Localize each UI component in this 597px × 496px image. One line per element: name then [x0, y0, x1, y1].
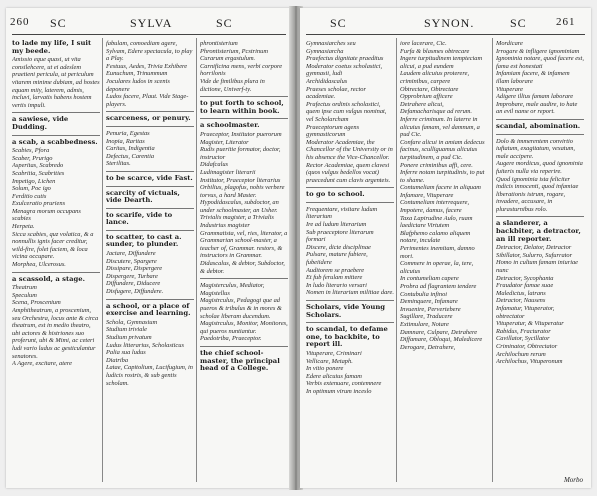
entry-synonyms: Scabies, Pfora Scaber, Prurigo Asperitas, Scabredo Scabritia, Scabrities Impetigo, Lichen Solum, Poc igo Ferditio cutis Exulceratio pruriens Menagra morum occupans scabies Herpeta. Sicca scabies, quz volatica, & a nonnullis ignis facer creditur, wild-fire, folet faciem, & loca vicina occupare. Morphea, Ulcerosus. — [12, 147, 94, 269]
dictionary-entry — [12, 116, 100, 131]
column-divider — [196, 38, 197, 482]
dictionary-entry — [106, 190, 194, 205]
text-column — [496, 40, 584, 482]
entry-synonyms: fabulam, comoediam agere, Sylvam, Edere spectacula, to play a Play. Festuus, Aedes, Trivia Exhibere Eunuchum, Trinummum Joculares ludos in scenis deponere Ludos facere, Plaut. Vide Stage-players. — [106, 40, 193, 108]
column-divider — [102, 38, 103, 482]
dictionary-entry — [496, 138, 584, 214]
entry-divider — [306, 322, 394, 323]
entry-headword: to put forth to school, to learn within book. — [200, 99, 284, 115]
entry-headword: scandal, abomination. — [496, 121, 581, 130]
dictionary-entry — [200, 100, 288, 115]
entry-headword: scarceness, or penury. — [106, 114, 191, 123]
dictionary-entry — [106, 115, 194, 123]
dictionary-entry — [106, 303, 194, 388]
entry-synonyms: Schola, Gymnasium Studium triviale Studium privatum Ludus litterarius, Scholasticus Palia sua ludus Diatriba Latae, Capitolium, Lucifugium, in ludicis rostris, & sub gentis scholam. — [106, 318, 193, 387]
entry-headword: scarcity of victuals, vide Dearth. — [106, 188, 180, 205]
dictionary-entry — [496, 123, 584, 131]
text-column — [106, 40, 194, 482]
entry-divider — [106, 230, 194, 231]
entry-divider — [106, 208, 194, 209]
dictionary-entry — [306, 206, 394, 297]
entry-divider — [200, 278, 288, 279]
entry-headword: a scassold, a stage. — [12, 274, 85, 283]
entry-headword: to be scarce, vide Fast. — [106, 173, 193, 182]
entry-divider — [306, 187, 394, 188]
dictionary-entry — [306, 304, 394, 319]
right-page-header — [300, 16, 591, 32]
entry-headword: a sawiese, vide Dudding. — [12, 115, 69, 131]
header-rule — [12, 34, 286, 35]
entry-divider — [496, 134, 584, 135]
entry-divider — [306, 202, 394, 203]
dictionary-entry — [106, 175, 194, 183]
entry-headword: a school, or a place of exercise and learning. — [106, 301, 191, 318]
dictionary-entry — [106, 130, 194, 168]
entry-synonyms: Penuria, Egestas Inopia, Raritas Caritas, Indigentia Defectus, Carentia Sterilitas. — [106, 129, 155, 168]
entry-synonyms: Mordicare Irrogare & infligere ignominiam Ignominia notare, quod facere est, fama est honestati Infamiam facere, & infamem illam laborare Vituperare Adigere illius famam laborare Improbare, male audire, to hate an evil name or report. — [496, 40, 584, 116]
left-page-header — [6, 16, 292, 32]
dictionary-entry — [12, 40, 100, 109]
running-head-right: SC — [510, 16, 527, 30]
entry-divider — [200, 118, 288, 119]
dictionary-entry — [200, 282, 288, 343]
running-head-right: SC — [216, 16, 233, 30]
entry-synonyms: iore lacerare, Cic. Furfa & blasmes obtrecare Ingere turpitudinem tempteciam alicui, a pud eundem Laudem alicuius proterere, criminibus, carpere Obtrectare, Obtrectare Opprobrium afficere Detrahere alicui, Defamacharisque ad rerum. Inferre criminum. In laterre in alicuius famam, vel damnum, a pud Cic. Confare alicui in amiam dedecus facinus, sculliguamus alicuius turpitudinem, a pud Cic. Ponere criminibus affi, cere. Inferre notam turpitudinis, to put to shame. Contumeliam facere in aliquam Infamare, Vituperare Contumeliam interrequere, Impotere, damus, facere Taxa Lapirudine Aulo, ruam laedictare Virtutem Blafphemo calamo aliquem notare, inculate Perimentes inemitam, damno mori. Commere in operae, la, tere, alicuius In contumeliam capere Probra ad flagrantem tendere Contubulia infinoi Deminquere, Infamare Invuenire, Pervertebere Sugillare, Traducere Extimulare, Notare Damnare, Culpare, Detrahere Diffamare, Obloqui, Maledicere Derogare, Detrahere, — [400, 40, 485, 351]
entry-synonyms: Theatrum Speculum Scena, Proscenium Amphitheatrum, a proscenium, seu Orchestra, locus ante & circa theatrum, est in medio theatro, ubi actores & histriones suo proferunt, ubi & Mimi, ac ceteri ludi vario ludus ac gesticulantur senatores. A Agere, excitare, atere — [12, 284, 99, 368]
entry-synonyms: Dolo & immerentem convirtio iuftatum, exagitatum, vexatum, male accipere. Augere mordicus, quod ignominia fuiteris nulla via reperire. Quod ignominia ista feliciter indicis innocenti, quod infamiae liberationis istrum, rogare, invadere, accusare, in plurasturnibus rolo. — [496, 137, 583, 213]
dictionary-entry — [306, 40, 394, 184]
entry-headword: to go to school. — [306, 190, 365, 199]
dictionary-entry — [496, 220, 584, 365]
entry-divider — [106, 111, 194, 112]
dictionary-entry — [200, 350, 288, 373]
entry-synonyms: Gymnasiarches seu Gymnasiarcha Praefectus dignitate praeditus Moderator coetus scholastici, gymnasii, ludi Archididascalus Praeses scholae, rector academiae. Prafectus ordinis scholastici, quem ipse cum vulgus nominat, vel Scholarcham Praeceptorum agens gymnasticorum Moderator Academiae, the Chancellor of the University or in his absence the Vice-Chancellor. Rector Academiae, quem clavesi (quos vulgus bedellos vocat) praecedunt cum clavis argenteis. — [306, 40, 393, 184]
entry-headword: the chief school-master, the principal head of a College. — [200, 348, 280, 373]
entry-divider — [106, 171, 194, 172]
entry-synonyms: Praeceptor, Institutor puerorum Magister, Literator Rudis pueritie formator, doctor, instructor Didafcalus Ludimagister literarii Institutor, Praeceptor literarius Orbilius, plagofus, nobis verbere torvus, a hard Master. Hypodidascalus, subdoctor, an under schoolmaster, an Usher. Trivialis magister, a Trivialis Industrius magister Grammatista, vel, ries, literator, a Grammarian school-master, a teacher of, Grammar. restors, & instructors in Grammar. Didascalus, & debtor, Subdoctor, & debtor. — [200, 130, 288, 275]
entry-synonyms: Magisterculus, Mediator, Magistellus Magistrculus, Pedagogi que ad pueros & tribulus & in mores & scholae liberam ducendum. Magistrculus, Monitor, Monitores, qui pueros nuntiantur. Paedotriba, Praeceptor. — [200, 282, 288, 343]
entry-divider — [106, 299, 194, 300]
entry-synonyms: Jactare, Diffundere Discutere, Spargere Dissipare, Dispergere Dispergere, Turbare Diffundere, Diducere Disfugere, Diffundere. — [106, 250, 164, 296]
dictionary-entry — [400, 40, 488, 351]
catchword: Morbo — [563, 476, 583, 484]
running-head-left: SC — [50, 16, 67, 30]
dictionary-entry — [106, 212, 194, 227]
entry-divider — [12, 112, 100, 113]
entry-divider — [496, 119, 584, 120]
text-column — [306, 40, 394, 482]
entry-divider — [496, 216, 584, 217]
entry-divider — [200, 96, 288, 97]
entry-synonyms: Vituperare, Criminari Vellicare, Metaph. In vitio ponere Edere alicuius famam Verbis extenuare, contemnere In optimum virum inceslo — [306, 349, 382, 395]
page-number: 261 — [556, 16, 576, 28]
dictionary-entry — [306, 191, 394, 199]
dictionary-entry — [12, 276, 100, 368]
dictionary-entry — [106, 40, 194, 108]
entry-synonyms: Amissio eque quasi, ut vita consilehcere, ut ei adeslem praetieni pericula, ut periculum vitarem minime dubiam, ad hostes equam miiy, laterem, admis, incluvi, larvatis habens hostem vertis impuli. — [12, 56, 100, 109]
entry-headword: to lade my life, I suit my beede. — [12, 40, 92, 55]
text-column — [12, 40, 100, 482]
running-head-left: SC — [330, 16, 347, 30]
running-head-center: SYNON. — [424, 16, 475, 30]
entry-headword: to scandal, to defame one, to backbite, to report ill. — [306, 325, 388, 349]
left-page — [6, 8, 292, 488]
text-column — [200, 40, 288, 482]
dictionary-entry — [12, 139, 100, 269]
dictionary-entry — [306, 326, 394, 395]
text-column — [400, 40, 488, 482]
header-rule — [306, 34, 585, 35]
entry-divider — [106, 126, 194, 127]
column-divider — [492, 38, 493, 482]
entry-synonyms: Detractor, Delator, Detractor Sibillator, Sulurro, Sufurrator Homo in cultum famam iniuriae nunc Detractor, Sycophanta Fraudator famae suae Maledictus, latrans Detractor, Nausens Infamatur, Vituperator, obtrectator Vituperatur, & Vituperatur Rabidus, Fracturator Cavillator, Sycillator Criminator, Obtrectator Archilochum rerum Archilochus, Vituperonum — [496, 244, 579, 366]
entry-synonyms: Frequentare, visitare ludum literarium Ire ad ludum literarium Sub praeceptore literarum formari Discere, dicte disciplinae Pulsare, mature fubiere, fubeiidere Auditorem se praebere Et fub ferulam mittere In ludo literario versari Nomen in literarium militiae dare. — [306, 205, 394, 297]
right-page — [300, 8, 591, 488]
entry-headword: a schoolmaster. — [200, 121, 260, 130]
dictionary-entry — [200, 40, 288, 93]
entry-divider — [200, 346, 288, 347]
entry-divider — [12, 272, 100, 273]
dictionary-entry — [200, 122, 288, 275]
column-divider — [396, 38, 397, 482]
entry-headword: a scab, a scabbedness. — [12, 137, 98, 146]
page-number: 260 — [10, 16, 30, 28]
entry-headword: to scatter, to cast a. sunder, to plunder. — [106, 232, 182, 249]
dictionary-entry — [106, 234, 194, 296]
entry-synonyms: phrontisterium Phrontisterium, Pcstrinum Curarum ergastulum. Carnificina mens, verbi corpore horrilonis Vide de fimilibus plura in dictione, Univerf-ty. — [200, 40, 283, 93]
entry-headword: Scholars, vide Young Scholars. — [306, 303, 386, 319]
running-head-center: SYLVA — [130, 16, 173, 30]
entry-headword: a slanderer, a backbiter, a detractor, an ill reporter. — [496, 219, 581, 243]
dictionary-entry — [496, 40, 584, 116]
entry-divider — [306, 300, 394, 301]
entry-headword: to scarife, vide to lance. — [106, 210, 173, 227]
entry-divider — [12, 135, 100, 136]
entry-divider — [106, 186, 194, 187]
